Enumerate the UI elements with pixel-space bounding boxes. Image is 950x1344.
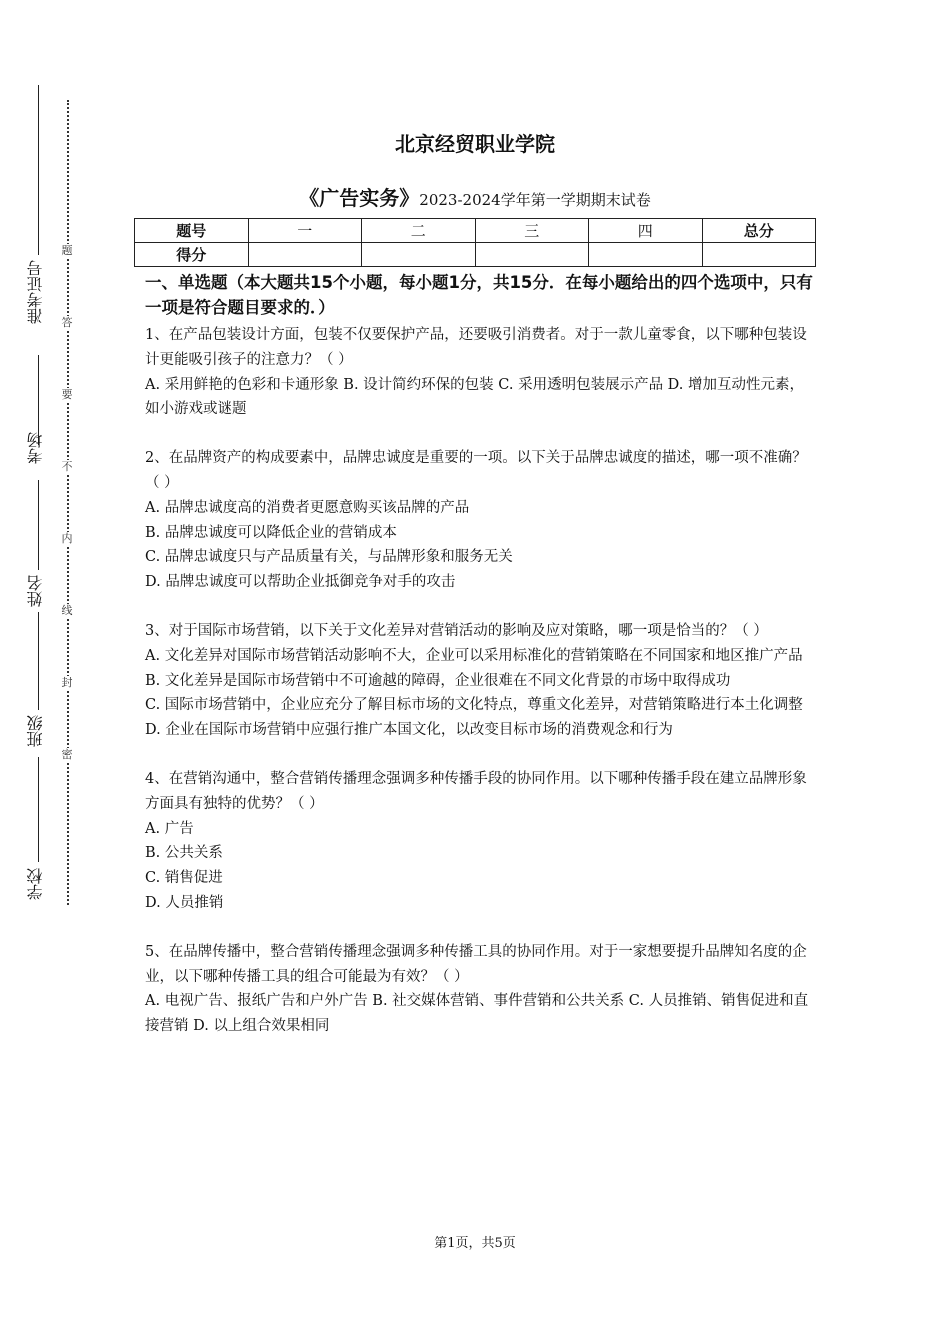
question-stem: 1、在产品包装设计方面，包装不仅要保护产品，还要吸引消费者。对于一款儿童零食，以下哪种包装设计更能吸引孩子的注意力？（ ） [145, 327, 807, 368]
section-heading: 一、单选题（本大题共15个小题，每小题1分，共15分．在每小题给出的四个选项中，只有一项是符合题目要求的．） [145, 273, 813, 317]
exam-content [145, 270, 817, 1063]
binding-field-school: 学校 [26, 868, 45, 900]
question-stem: 3、对于国际市场营销，以下关于文化差异对营销活动的影响及应对策略，哪一项是恰当的？（ ） [145, 622, 768, 639]
seal-char: 封 [61, 676, 73, 689]
question-stem: 2、在品牌资产的构成要素中，品牌忠诚度是重要的一项。以下关于品牌忠诚度的描述，哪一项不准确？（ ） [145, 450, 807, 491]
option-c: C. 品牌忠诚度只与产品质量有关，与品牌形象和服务无关 [145, 549, 513, 566]
course-name: 《广告实务》 [299, 186, 420, 210]
seal-char: 线 [61, 604, 73, 617]
binding-field-exam-room: 考场 [26, 432, 45, 464]
question-stem: 5、在品牌传播中，整合营销传播理念强调多种传播工具的协同作用。对于一家想要提升品牌知名度的企业，以下哪种传播工具的组合可能最为有效？（ ） [145, 943, 807, 985]
score-input-cell[interactable] [702, 243, 816, 267]
option-d: D. 品牌忠诚度可以帮助企业抵御竞争对手的攻击 [145, 574, 456, 591]
binding-line [38, 757, 39, 862]
score-input-cell[interactable] [589, 243, 703, 267]
seal-char: 不 [61, 460, 73, 473]
score-table-header-row [135, 219, 816, 243]
question-3 [145, 619, 817, 743]
page-footer: 第1页，共5页 [434, 1236, 516, 1251]
score-table-cell: 四 [589, 219, 703, 243]
binding-field-name: 姓名 [26, 575, 45, 607]
score-input-cell[interactable] [362, 243, 476, 267]
score-table-cell: 一 [248, 219, 362, 243]
binding-line [38, 612, 39, 710]
option-b: B. 品牌忠诚度可以降低企业的营销成本 [145, 524, 397, 541]
question-options: A. 电视广告、报纸广告和户外广告 B. 社交媒体营销、事件营销和公共关系 C. 人员推销、销售促进和直接营销 D. 以上组合效果相同 [145, 993, 809, 1035]
score-table-cell: 得分 [135, 243, 249, 267]
score-input-cell[interactable] [248, 243, 362, 267]
school-name: 北京经贸职业学院 [395, 132, 555, 156]
option-a: A. 品牌忠诚度高的消费者更愿意购买该品牌的产品 [145, 499, 470, 516]
score-input-cell[interactable] [475, 243, 589, 267]
score-table-cell: 二 [362, 219, 476, 243]
exam-title [0, 182, 950, 211]
seal-char: 密 [61, 748, 73, 761]
binding-line [38, 480, 39, 570]
option-c: C. 国际市场营销中，企业应充分了解目标市场的文化特点，尊重文化差异，对营销策略进行本土化调整 [145, 697, 803, 714]
option-b: B. 公共关系 [145, 845, 223, 862]
score-table-cell: 总分 [702, 219, 816, 243]
score-table [134, 218, 816, 267]
question-1 [145, 323, 817, 422]
score-table-score-row [135, 243, 816, 267]
question-5 [145, 940, 817, 1039]
binding-field-exam-number: 准考证号 [26, 260, 45, 324]
seal-dotted-line [67, 100, 69, 905]
option-a: A. 文化差异对国际市场营销活动影响不大，企业可以采用标准化的营销策略在不同国家和地区推广产品 [145, 647, 803, 664]
seal-char: 内 [61, 532, 73, 545]
seal-char: 答 [61, 316, 73, 329]
option-b: B. 文化差异是国际市场营销中不可逾越的障碍，企业很难在不同文化背景的市场中取得成功 [145, 672, 731, 689]
seal-char: 题 [61, 244, 73, 257]
option-a: A. 广告 [145, 820, 194, 837]
term-label: 2023-2024学年第一学期期末试卷 [419, 191, 651, 209]
option-d: D. 企业在国际市场营销中应强行推广本国文化，以改变目标市场的消费观念和行为 [145, 722, 673, 739]
option-d: D. 人员推销 [145, 894, 224, 911]
question-stem: 4、在营销沟通中，整合营销传播理念强调多种传播手段的协同作用。以下哪种传播手段在建立品牌形象方面具有独特的优势？（ ） [145, 770, 807, 812]
binding-line [38, 85, 39, 255]
question-4 [145, 767, 817, 916]
question-2 [145, 446, 817, 595]
score-table-cell: 题号 [135, 219, 249, 243]
question-options: A. 采用鲜艳的色彩和卡通形象 B. 设计简约环保的包装 C. 采用透明包装展示产品 D. 增加互动性元素，如小游戏或谜题 [145, 376, 805, 418]
seal-char: 要 [61, 388, 73, 401]
binding-field-class: 班级 [26, 715, 45, 747]
score-table-cell: 三 [475, 219, 589, 243]
option-c: C. 销售促进 [145, 870, 223, 887]
